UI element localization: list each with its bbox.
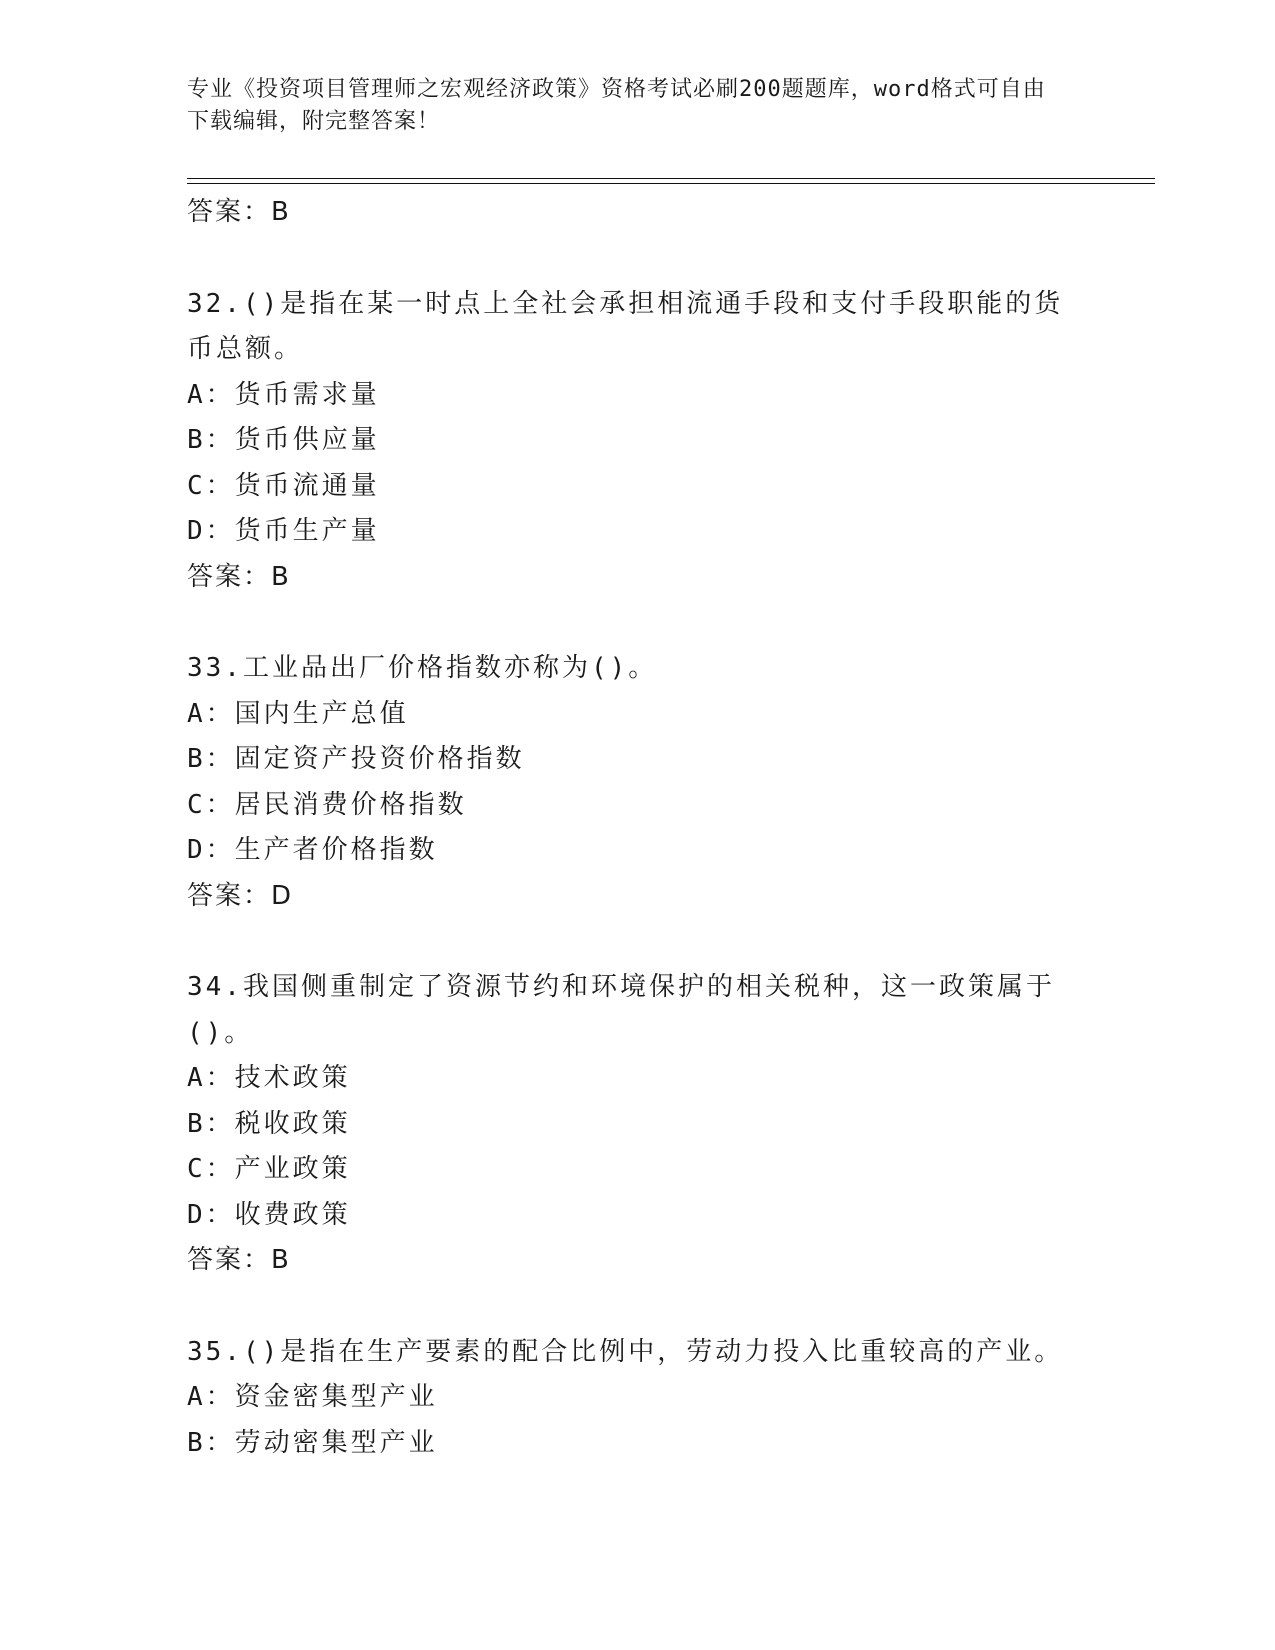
spacer	[187, 1284, 1087, 1330]
option-b: B：税收政策	[187, 1108, 351, 1139]
header-text: 专业《投资项目管理师之宏观经济政策》资格考试必刷200题题库，word格式可自由下载编辑，附完整答案！	[187, 77, 1046, 134]
question-stem: 35.()是指在生产要素的配合比例中，劳动力投入比重较高的产业。	[187, 1336, 1064, 1367]
option-a: A：技术政策	[187, 1063, 351, 1093]
question-block	[187, 965, 1087, 1284]
spacer	[187, 236, 1087, 282]
option-a: A：国内生产总值	[187, 698, 409, 729]
question-stem: 34.我国侧重制定了资源节约和环境保护的相关税种，这一政策属于()。	[187, 972, 1055, 1048]
option-d: D：生产者价格指数	[187, 835, 438, 865]
option-b: B：固定资产投资价格指数	[187, 744, 525, 774]
question-stem: 33.工业品出厂价格指数亦称为()。	[187, 653, 658, 683]
document-header	[187, 74, 1067, 138]
question-block	[187, 646, 1087, 919]
option-a: A：资金密集型产业	[187, 1382, 438, 1412]
option-c: C：货币流通量	[187, 470, 380, 501]
spacer	[187, 919, 1087, 965]
option-d: D：货币生产量	[187, 516, 380, 546]
answer-line: 答案：B	[187, 561, 291, 592]
spacer	[187, 600, 1087, 646]
question-block	[187, 1330, 1087, 1467]
header-divider	[187, 178, 1155, 179]
question-block	[187, 282, 1087, 601]
question-stem: 32.()是指在某一时点上全社会承担相流通手段和支付手段职能的货币总额。	[187, 288, 1064, 364]
question-list	[187, 190, 1087, 1466]
answer-line: 答案：B	[187, 1245, 291, 1275]
answer-line: 答案：B	[187, 197, 291, 227]
header-divider-double	[187, 183, 1155, 184]
option-b: B：货币供应量	[187, 425, 380, 455]
option-a: A：货币需求量	[187, 379, 380, 410]
option-c: C：产业政策	[187, 1154, 351, 1184]
option-b: B：劳动密集型产业	[187, 1427, 438, 1458]
option-c: C：居民消费价格指数	[187, 789, 467, 820]
option-d: D：收费政策	[187, 1199, 351, 1230]
answer-line: 答案：D	[187, 880, 294, 911]
